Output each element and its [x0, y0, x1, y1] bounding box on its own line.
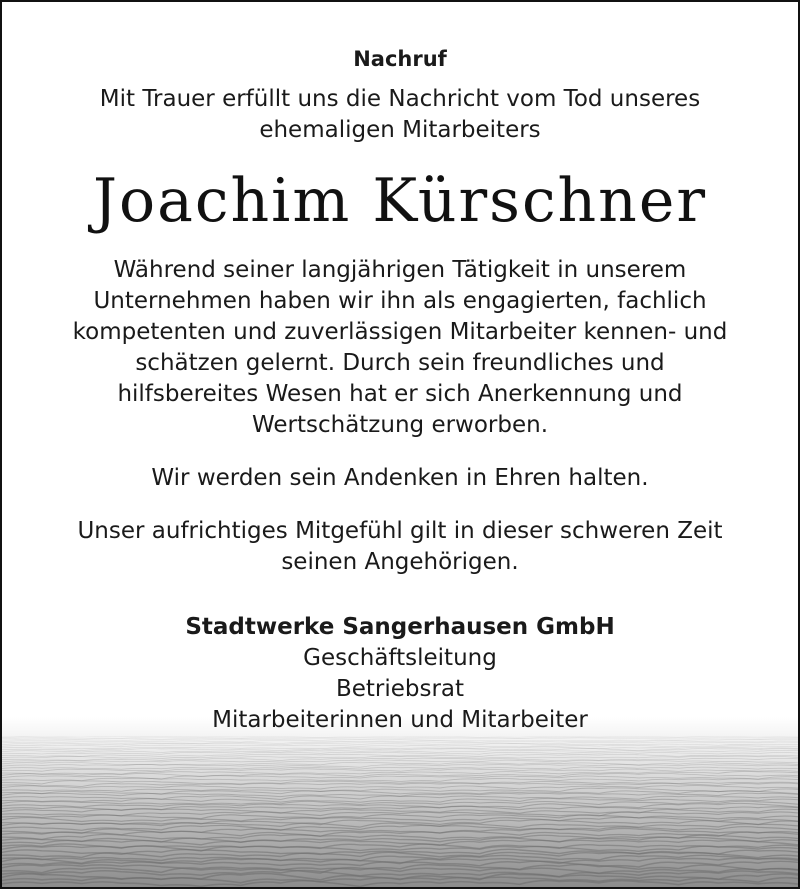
signature-line: Betriebsrat	[335, 676, 465, 702]
condolence-line: Unser aufrichtiges Mitgefühl gilt in dieser schweren Zeit	[77, 518, 723, 544]
company-name: Stadtwerke Sangerhausen GmbH	[185, 614, 615, 640]
intro-text	[2, 84, 798, 146]
condolence-line: seinen Angehörigen.	[281, 549, 519, 575]
notice-content	[2, 2, 798, 736]
condolence-text	[2, 516, 798, 578]
tribute-text	[2, 255, 798, 441]
deceased-name: Joachim Kürschner	[92, 166, 708, 236]
remembrance-text: Wir werden sein Andenken in Ehren halten.	[151, 465, 649, 491]
intro-line: Mit Trauer erfüllt uns die Nachricht vom Tod unseres	[99, 86, 701, 112]
tribute-line: Während seiner langjährigen Tätigkeit in unserem	[113, 257, 687, 283]
signature-line: Mitarbeiterinnen und Mitarbeiter	[212, 707, 588, 733]
tribute-line: Unternehmen haben wir ihn als engagierten, fachlich	[93, 288, 707, 314]
signature-line: Geschäftsleitung	[303, 645, 497, 671]
tribute-line: hilfsbereites Wesen hat er sich Anerkennung und	[117, 381, 683, 407]
tribute-line: schätzen gelernt. Durch sein freundliches und	[135, 350, 665, 376]
tribute-line: kompetenten und zuverlässigen Mitarbeiter kennen- und	[72, 319, 728, 345]
notice-heading: Nachruf	[353, 47, 447, 71]
intro-line: ehemaligen Mitarbeiters	[259, 117, 541, 143]
water-background-image	[2, 717, 798, 887]
tribute-line: Wertschätzung erworben.	[251, 412, 549, 438]
signature-block	[2, 612, 798, 736]
